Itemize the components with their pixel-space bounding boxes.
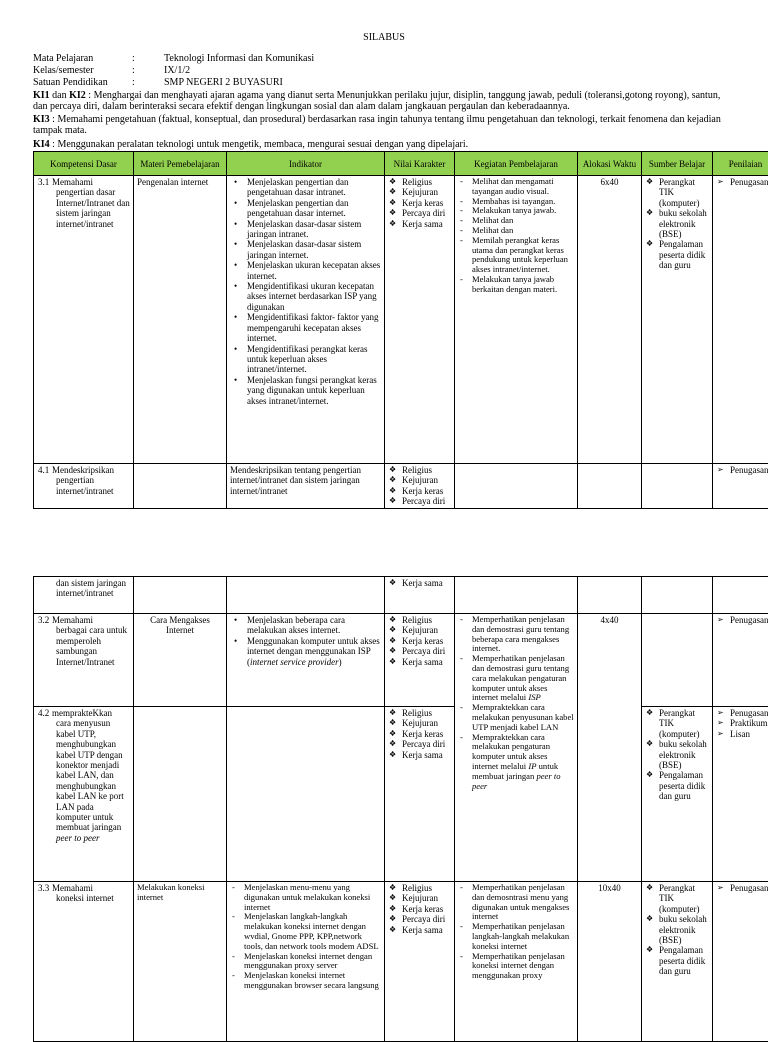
kd-number: 3.3 [38,883,52,893]
table-row [34,614,768,707]
list-item: - Memperhatikan penjelasan koneksi internet dengan menggunakan proxy [458,952,574,981]
kd-cell [34,707,134,882]
meta-separator: : [132,53,135,65]
list-item: • Mengidentifikasi perangkat keras untuk keperluan akses intranet/internet. [230,344,381,375]
kegiatan-em: peer to peer [472,771,561,791]
list-item: - Melakukan tanya jawab berkaitan dengan materi. [458,275,574,295]
list-item: ❖ Kerja sama [388,657,451,667]
kegiatan-text: Mempraktekkan cara melakukan pengaturan komputer untuk akses internet melalui [472,732,550,771]
list-item: ❖ Pengalaman peserta didik dan guru [645,239,709,270]
nilai-cell [385,176,455,464]
nilai-cell [385,577,455,614]
list-item: • Menjelaskan fungsi perangkat keras yang digunakan untuk keperluan akses intranet/internet. [230,375,381,406]
header-sumber: Sumber Belajar [642,152,713,176]
list-item: ❖ Kejujuran [388,893,451,903]
penilaian-cell [713,464,768,509]
list-item: ❖ Percaya diri [388,914,451,924]
ki12-text: : Menghargai dan menghayati ajaran agama yang dianut serta Menunjukkan perilaku jujur, disiplin, tanggung jawab, peduli (toleransi,gotong royong), santun, dan percaya diri, dalam berinteraksi secara efektif dengan lingkungan sosial dan alam dalam jangkauan pergaulan dan keberadaannya. [33,90,720,112]
indikator-em: internet service provider [250,657,339,667]
list-item: - Memperhatikan penjelasan dan demostrasi guru tentang beberapa cara mengakses internet. [458,615,574,654]
sumber-cell [642,882,713,1042]
ki2-label: KI2 [69,90,86,101]
list-item: - Melihat dan [458,226,574,236]
ki4-text: : Menggunakan peralatan teknologi untuk mengetik, membaca, mengurai sesuai dengan yang dipelajari. [50,139,468,150]
kd-number: 4.1 [38,465,52,475]
list-item: ❖ Kerja keras [388,486,451,496]
document-title: SILABUS [0,32,768,43]
kegiatan-text: untuk membuat jaringan [472,761,558,781]
nilai-cell [385,614,455,707]
list-item: - Melihat dan mengamati tayangan audio visual. [458,177,574,197]
indikator-cell [227,577,385,614]
list-item: ❖ buku sekolah elektronik (BSE) [645,739,709,770]
alokasi-cell: 10x40 [578,882,642,1042]
list-item: ➢ Praktikum [716,718,768,728]
list-item: ❖ Percaya diri [388,739,451,749]
penilaian-cell [713,707,768,882]
list-item: • Mengidentifikasi faktor- faktor yang mempengaruhi kecepatan akses internet. [230,312,381,343]
kd-cell [34,464,134,509]
list-item: - Menjelaskan koneksi internet menggunakan browser secara langsung [230,971,381,991]
list-item: - Membahas isi tayangan. [458,197,574,207]
header-kegiatan: Kegiatan Pembelajaran [455,152,578,176]
list-item: ❖ Kerja keras [388,636,451,646]
header-nilai-karakter: Nilai Karakter [385,152,455,176]
list-item: ➢ Lisan [716,729,768,739]
ki4-label: KI4 [33,139,50,150]
kegiatan-cell [455,614,578,882]
ki-and: dan [50,90,69,101]
kegiatan-cell [455,464,578,509]
list-item: • Menjelaskan dasar-dasar sistem jaringan intranet. [230,219,381,240]
kd-text: berbagai cara untuk memperoleh sambungan Internet/Intranet [38,625,130,667]
header-alokasi: Alokasi Waktu [578,152,642,176]
list-item: • Menjelaskan pengertian dan pengetahuan dasar intranet. [230,177,381,198]
list-item: ❖ Kerja sama [388,925,451,935]
ki3-text: : Memahami pengetahuan (faktual, konseptual, dan prosedural) berdasarkan rasa ingin tahunya tentang ilmu pengetahuan dan teknologi, terkait fenomena dan kejadian tampak mata. [33,114,721,136]
ki1-ki2-paragraph [33,90,733,113]
table-row [34,707,768,882]
list-item: ❖ Religius [388,465,451,475]
materi-cell [134,464,227,509]
list-item: • Menjelaskan beberapa cara melakukan akses internet. [230,615,381,636]
list-item: ❖ Religius [388,615,451,625]
list-item: ➢ Penugasan [716,615,768,625]
meta-value: Teknologi Informasi dan Komunikasi [164,53,314,65]
nilai-cell [385,707,455,882]
list-item: - Memilah perangkat keras utama dan perangkat keras pendukung untuk keperluan akses intranet/internet. [458,236,574,275]
penilaian-cell [713,577,768,614]
indikator-cell [227,707,385,882]
list-item: • Menjelaskan ukuran kecepatan akses internet. [230,260,381,281]
list-item [458,654,574,703]
list-item: ❖ Religius [388,883,451,893]
kd-first: Memahami [52,883,93,893]
kd-text-em: peer to peer [56,833,99,843]
header-penilaian: Penilaian [713,152,768,176]
kegiatan-cell [455,577,578,614]
list-item: ❖ Percaya diri [388,646,451,656]
list-item: ❖ Kerja sama [388,578,451,588]
list-item [230,636,381,667]
alokasi-cell: 4x40 [578,614,642,882]
list-item: ➢ Penugasan [716,465,768,475]
list-item: - Menjelaskan menu-menu yang digunakan untuk melakukan koneksi internet [230,883,381,912]
list-item: ❖ Kejujuran [388,718,451,728]
kd-text: dan sistem jaringan internet/intranet [38,578,130,599]
list-item: - Mempraktekkan cara melakukan penyusunan kabel UTP menjadi kabel LAN [458,703,574,732]
meta-value: IX/1/2 [164,65,190,77]
kd-cell [34,882,134,1042]
sumber-cell [642,176,713,464]
materi-cell: Pengenalan internet [134,176,227,464]
kegiatan-em: ISP [528,692,540,702]
list-item: ❖ buku sekolah elektronik (BSE) [645,208,709,239]
list-item: • Mengidentifikasi ukuran kecepatan akses internet berdasarkan ISP yang digunakan [230,281,381,312]
nilai-cell [385,464,455,509]
indikator-cell: Mendeskripsikan tentang pengertian internet/intranet dan sistem jaringan internet/intranet [227,464,385,509]
list-item: - Menjelaskan langkah-langkah melakukan koneksi internet dengan wvdial, Gnome PPP, KPP,network tools, dan network tools modem ADSL [230,912,381,951]
materi-cell: Melakukan koneksi internet [134,882,227,1042]
penilaian-cell [713,882,768,1042]
kd-number: 3.1 [38,177,52,187]
indikator-end: ) [339,657,342,667]
list-item: • Menjelaskan pengertian dan pengetahuan dasar internet. [230,198,381,219]
kd-number: 4.2 [38,708,52,718]
list-item: - Melihat dan [458,216,574,226]
list-item: ❖ Perangkat TIK (komputer) [645,177,709,208]
materi-cell [134,577,227,614]
list-item: ❖ Religius [388,708,451,718]
meta-label: Kelas/semester [33,65,133,77]
nilai-cell [385,882,455,1042]
kd-first: Memahami [52,177,93,187]
header-kompetensi-dasar: Kompetensi Dasar [34,152,134,176]
kd-cell [34,577,134,614]
list-item: - Memperhatikan penjelasan dan demosntrasi menu yang digunakan untuk mengakses internet [458,883,574,922]
list-item: • Menjelaskan dasar-dasar sistem jaringan internet. [230,239,381,260]
penilaian-cell [713,176,768,464]
list-item: - Memperhatikan penjelasan langkah-langkah melakukan koneksi internet [458,922,574,951]
ki1-label: KI1 [33,90,50,101]
alokasi-cell: 6x40 [578,176,642,464]
ki3-label: KI3 [33,114,50,125]
sumber-cell [642,707,713,882]
list-item: ❖ Kerja keras [388,198,451,208]
materi-cell: Cara Mengakses Internet [134,614,227,707]
list-item: ❖ Perangkat TIK (komputer) [645,708,709,739]
kd-first: Memahami [52,615,93,625]
table-row [34,464,768,509]
silabus-table-page2 [33,576,768,1042]
indikator-cell [227,176,385,464]
list-item: ❖ Kerja keras [388,729,451,739]
list-item: - Menjelaskan koneksi internet dengan menggunakan proxy server [230,952,381,972]
meta-separator: : [132,77,135,89]
list-item: ❖ Kerja sama [388,750,451,760]
list-item: ❖ Percaya diri [388,208,451,218]
kd-number: 3.2 [38,615,52,625]
list-item: ❖ buku sekolah elektronik (BSE) [645,914,709,945]
table-row [34,176,768,464]
kd-text: koneksi internet [38,893,130,903]
kd-text [38,718,130,843]
kd-text-body: cara menyusun kabel UTP, menghubungkan kabel UTP dengan konektor menjadi kabel LAN, dan menghubungkan kabel LAN ke port LAN pada komputer untuk membuat jaringan [56,718,124,832]
list-item: ➢ Penugasan [716,177,768,187]
table-row [34,577,768,614]
kegiatan-cell [455,882,578,1042]
table-header-row [34,152,768,176]
list-item [458,733,574,792]
kegiatan-em: IP [528,761,536,771]
list-item: ➢ Penugasan [716,883,768,893]
indikator-cell [227,882,385,1042]
silabus-table-page1 [33,151,768,509]
list-item: ❖ Religius [388,177,451,187]
penilaian-cell [713,614,768,707]
sumber-cell [642,614,713,707]
list-item: ❖ Kejujuran [388,625,451,635]
kd-text: pengertian dasar Internet/Intranet dan sistem jaringan internet/intranet [38,187,130,229]
kd-text: pengertian internet/intranet [38,475,130,496]
header-indikator: Indikator [227,152,385,176]
kd-first: memprakteKkan [52,708,112,718]
list-item: ❖ Perangkat TIK (komputer) [645,883,709,914]
meta-label: Satuan Pendidikan [33,77,133,89]
ki3-paragraph [33,114,733,137]
sumber-cell [642,577,713,614]
list-item: ❖ Kejujuran [388,187,451,197]
list-item: ❖ Kejujuran [388,475,451,485]
alokasi-cell [578,577,642,614]
kegiatan-cell [455,176,578,464]
materi-cell [134,707,227,882]
list-item: ❖ Kerja sama [388,219,451,229]
list-item: ❖ Percaya diri [388,496,451,506]
table-row [34,882,768,1042]
kd-cell [34,614,134,707]
meta-separator: : [132,65,135,77]
ki4-paragraph [33,139,733,150]
indikator-cell [227,614,385,707]
kegiatan-text: Memperhatikan penjelasan dan demostrasi guru tentang cara melakukan pengaturan komputer untuk akses internet melalui [472,653,569,702]
list-item: - Melakukan tanya jawab. [458,206,574,216]
list-item: ❖ Pengalaman peserta didik dan guru [645,945,709,976]
header-materi: Materi Pemebelajaran [134,152,227,176]
list-item: ➢ Penugasan [716,708,768,718]
meta-label: Mata Pelajaran [33,53,133,65]
kd-first: Mendeskripsikan [52,465,114,475]
kd-cell [34,176,134,464]
meta-value: SMP NEGERI 2 BUYASURI [164,77,283,89]
list-item: ❖ Pengalaman peserta didik dan guru [645,770,709,801]
list-item: ❖ Kerja keras [388,904,451,914]
indikator-text: Menggunakan komputer untuk akses internet dengan menggunakan ISP ( [247,636,380,667]
sumber-cell [642,464,713,509]
alokasi-cell [578,464,642,509]
